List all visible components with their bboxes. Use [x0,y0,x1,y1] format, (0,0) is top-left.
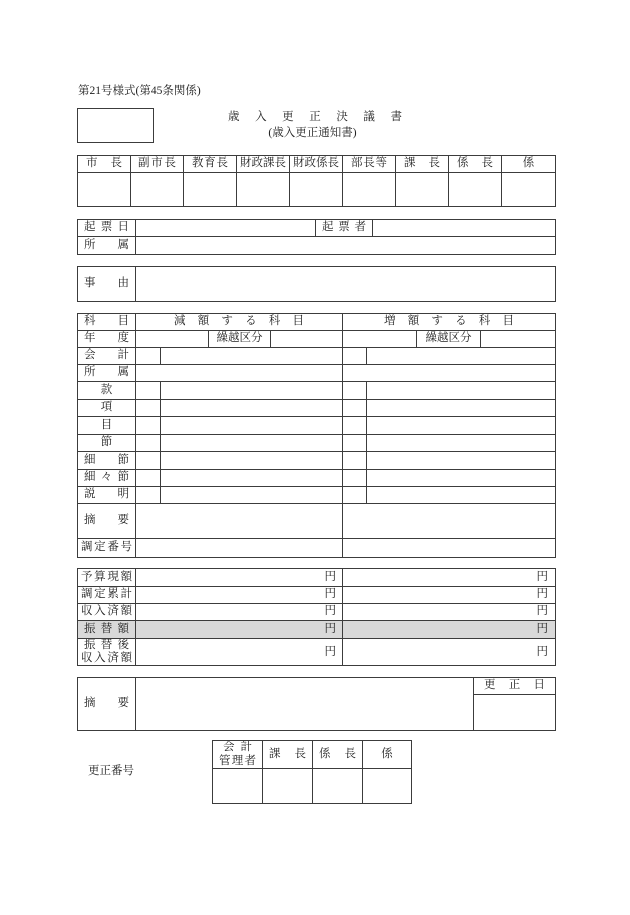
decrease-code-field [136,470,161,487]
decrease-name-field [161,417,343,435]
increase-code-field [343,487,367,504]
remarks-table [77,677,556,731]
correction-date-label: 更正日 [474,678,556,695]
reason-table [77,266,556,302]
decrease-subject-header: 減額する科目 [136,314,343,331]
decrease-code-field [136,382,161,400]
received-amount-row [78,604,556,621]
approval-stamp-cell [502,173,556,207]
subject-row-saisetsu [78,452,556,470]
department-row [78,237,556,255]
decrease-yen-unit: 円 [136,569,343,587]
drafter-field [373,220,556,237]
setsu-label: 節 [78,435,136,452]
reason-row [78,267,556,302]
increase-yen-unit: 円 [343,604,556,621]
saisetsu-label: 細節 [78,452,136,470]
document-subtitle: (歳入更正通知書) [268,127,357,139]
subject-row-kan [78,382,556,400]
increase-carryover-field [481,331,556,348]
subject-summary-label: 摘要 [78,504,136,539]
increase-code-field [343,435,367,452]
accounting-manager-title [213,741,263,769]
increase-fiscal-year-field [343,331,417,348]
subject-row-kou [78,400,556,417]
approval-stamp-cell [290,173,343,207]
increase-assessment-number-field [343,539,556,558]
subject-department-label: 所属 [78,365,136,382]
approval-stamp-row [78,173,556,207]
account-row [78,348,556,365]
decrease-carryover-label: 繰越区分 [209,331,271,348]
reason-field [136,267,556,302]
received-amount-label: 収入済額 [78,604,136,621]
approval-title-staff: 係 [502,156,556,173]
drafter-label: 起票者 [316,220,373,237]
increase-yen-unit: 円 [343,639,556,666]
approval-stamp-cell [131,173,184,207]
decrease-name-field [161,435,343,452]
description-label: 説明 [78,487,136,504]
approval-header-row [78,156,556,173]
decrease-name-field [161,382,343,400]
accounting-division-chief-title: 課長 [263,741,313,769]
increase-name-field [367,487,556,504]
post-transfer-received-label [78,639,136,666]
increase-code-field [343,452,367,470]
increase-name-field [367,382,556,400]
approval-stamp-cell [78,173,131,207]
accounting-staff-title: 係 [363,741,412,769]
increase-summary-field [343,504,556,539]
increase-department-field [343,365,556,382]
subject-header-row [78,314,556,331]
accounting-stamp-cell [363,769,412,804]
approval-stamp-cell [184,173,237,207]
remarks-field [136,678,474,731]
subject-table [77,313,556,558]
decrease-yen-unit: 円 [136,587,343,604]
approval-title-finance-section-chief: 財政係長 [290,156,343,173]
decrease-department-field [136,365,343,382]
decrease-yen-unit: 円 [136,639,343,666]
increase-yen-unit: 円 [343,587,556,604]
subject-row-moku [78,417,556,435]
increase-subject-header: 増額する科目 [343,314,556,331]
approval-stamp-cell [237,173,290,207]
department-label: 所属 [78,237,136,255]
decrease-fiscal-year-field [136,331,209,348]
increase-code-field [343,400,367,417]
draft-info-table [77,219,556,255]
decrease-carryover-field [271,331,343,348]
subject-department-row [78,365,556,382]
draft-date-field [136,220,316,237]
budget-amount-label: 予算現額 [78,569,136,587]
decrease-code-field [136,400,161,417]
form-number: 第21号様式(第45条関係) [78,85,201,97]
approval-title-finance-division-chief: 財政課長 [237,156,290,173]
increase-carryover-label: 繰越区分 [417,331,481,348]
draft-date-label: 起票日 [78,220,136,237]
correction-number-label: 更正番号 [88,765,134,777]
fiscal-year-label: 年度 [78,331,136,348]
approval-table [77,155,556,207]
accounting-approval-stamp-row [213,769,412,804]
remarks-header-row [78,678,556,695]
decrease-code-field [136,435,161,452]
increase-name-field [367,417,556,435]
post-transfer-received-row [78,639,556,666]
increase-code-field [343,470,367,487]
increase-name-field [367,452,556,470]
assessment-number-label: 調定番号 [78,539,136,558]
increase-code-field [343,382,367,400]
fiscal-year-row [78,331,556,348]
correction-date-field [474,695,556,731]
assessed-total-label: 調定累計 [78,587,136,604]
document-title: 歳入更正決議書 [228,111,402,123]
increase-code-field [343,417,367,435]
decrease-code-field [136,487,161,504]
reason-label: 事由 [78,267,136,302]
increase-yen-unit: 円 [343,569,556,587]
decrease-name-field [161,400,343,417]
kou-label: 項 [78,400,136,417]
assessed-total-row [78,587,556,604]
approval-title-department-head: 部長等 [343,156,396,173]
decrease-account-code-field [136,348,161,365]
increase-name-field [367,400,556,417]
approval-title-superintendent: 教育長 [184,156,237,173]
increase-account-field [367,348,556,365]
increase-yen-unit: 円 [343,621,556,639]
assessment-number-row [78,539,556,558]
decrease-account-field [161,348,343,365]
decrease-code-field [136,417,161,435]
approval-title-deputy-mayor: 副市長 [131,156,184,173]
accounting-approval-table [212,740,412,804]
decrease-code-field [136,452,161,470]
subject-row-saisaisetsu [78,470,556,487]
increase-name-field [367,435,556,452]
decrease-name-field [161,487,343,504]
transfer-amount-label: 振替額 [78,621,136,639]
department-field [136,237,556,255]
decrease-summary-field [136,504,343,539]
draft-row [78,220,556,237]
post-transfer-label-line-2: 収入済額 [81,652,132,665]
approval-title-mayor: 市長 [78,156,131,173]
kan-label: 款 [78,382,136,400]
accounting-stamp-cell [263,769,313,804]
post-transfer-label-line-1: 振替後 [84,639,129,651]
decrease-name-field [161,452,343,470]
accounting-manager-line-1: 会計 [223,741,252,754]
accounting-section-chief-title: 係長 [313,741,363,769]
subject-label: 科目 [78,314,136,331]
decrease-name-field [161,470,343,487]
account-label: 会計 [78,348,136,365]
increase-account-code-field [343,348,367,365]
decrease-assessment-number-field [136,539,343,558]
subject-row-setsu [78,435,556,452]
accounting-manager-line-2: 管理者 [219,754,256,767]
decrease-yen-unit: 円 [136,604,343,621]
approval-stamp-cell [449,173,502,207]
accounting-approval-header-row [213,741,412,769]
increase-name-field [367,470,556,487]
transfer-amount-row [78,621,556,639]
amount-table [77,568,556,666]
accounting-stamp-cell [313,769,363,804]
subject-row-description [78,487,556,504]
saisaisetsu-label: 細々節 [78,470,136,487]
approval-title-section-chief: 係長 [449,156,502,173]
approval-stamp-cell [396,173,449,207]
remarks-label: 摘要 [78,678,136,731]
subject-summary-row [78,504,556,539]
approval-title-division-chief: 課長 [396,156,449,173]
decrease-yen-unit: 円 [136,621,343,639]
approval-stamp-cell [343,173,396,207]
moku-label: 目 [78,417,136,435]
budget-amount-row [78,569,556,587]
accounting-stamp-cell [213,769,263,804]
